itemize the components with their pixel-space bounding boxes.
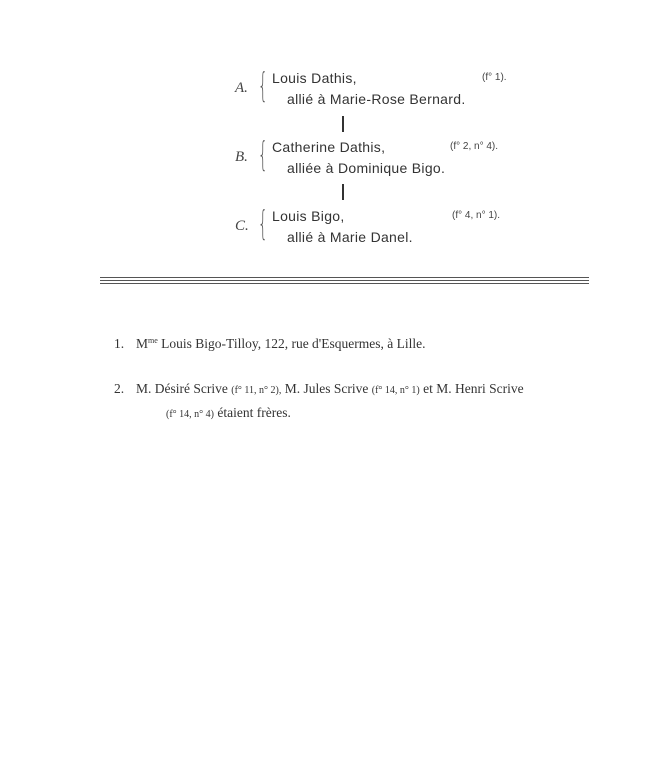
folio-reference: (f° 2, n° 4).: [450, 141, 499, 152]
generation-letter: B.: [235, 149, 248, 165]
genealogy-entry-b: [230, 135, 530, 183]
brace-icon: {: [258, 66, 268, 106]
person-name: Louis Dathis,: [272, 70, 357, 86]
person-name: Catherine Dathis,: [272, 139, 386, 155]
footnote-number: 1.: [114, 336, 125, 351]
folio-reference: (f° 14, n° 4): [166, 409, 214, 420]
footnote-text: et M. Henri Scrive: [419, 381, 524, 396]
folio-reference: (f° 1).: [482, 72, 507, 83]
folio-reference: (f° 4, n° 1).: [452, 210, 501, 221]
footnote-2: [114, 378, 614, 426]
generation-letter: C.: [235, 218, 249, 234]
footnote-1: [114, 330, 614, 355]
divider-rule: [100, 280, 589, 281]
generation-letter: A.: [235, 80, 248, 96]
spouse-line: allié à Marie Danel.: [287, 229, 413, 245]
genealogy-entry-a: [230, 66, 530, 114]
footnote-title: M: [136, 336, 149, 351]
person-name: Louis Bigo,: [272, 208, 345, 224]
genealogy-entry-c: [230, 204, 530, 252]
folio-reference: (f° 11, n° 2),: [231, 385, 282, 396]
footnote-text: étaient frères.: [214, 405, 291, 420]
footnote-number: 2.: [114, 381, 125, 396]
footnote-line: [114, 378, 614, 402]
folio-reference: (f° 14, n° 1): [371, 385, 420, 396]
spouse-line: allié à Marie-Rose Bernard.: [287, 91, 466, 107]
footnote-text: Louis Bigo-Tilloy, 122, rue d'Esquermes, à Lille.: [157, 336, 426, 351]
brace-icon: {: [258, 204, 268, 244]
descent-line: [342, 116, 344, 132]
footnote-text: M. Désiré Scrive: [136, 381, 232, 396]
brace-icon: {: [258, 135, 268, 175]
footnote-text: M. Jules Scrive: [281, 381, 372, 396]
spouse-line: alliée à Dominique Bigo.: [287, 160, 446, 176]
descent-line: [342, 184, 344, 200]
footnote-line: [114, 402, 614, 426]
footnote-superscript: me: [148, 336, 158, 345]
divider-rule: [100, 277, 589, 278]
divider-rule: [100, 283, 589, 284]
